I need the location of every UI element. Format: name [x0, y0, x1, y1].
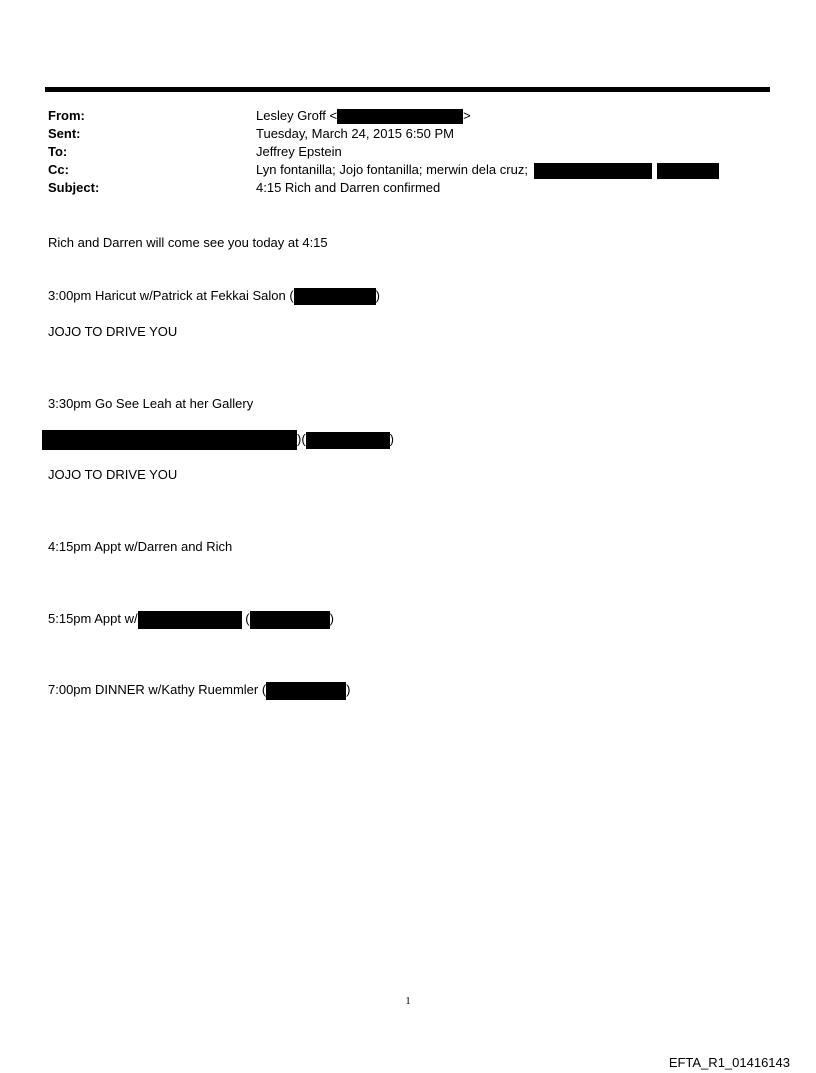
schedule-item-gallery: 3:30pm Go See Leah at her Gallery [48, 396, 254, 411]
header-rule [45, 87, 770, 92]
redaction-block [294, 288, 376, 305]
redaction-block [138, 611, 242, 629]
from-label: From: [48, 108, 85, 123]
dinner-close: ) [346, 682, 351, 697]
cc-text: Lyn fontanilla; Jojo fontanilla; merwin dela cruz; [256, 162, 528, 177]
redaction-block [657, 163, 719, 179]
intro-line: Rich and Darren will come see you today at 4:15 [48, 235, 328, 250]
schedule-item-appt-darren-rich: 4:15pm Appt w/Darren and Rich [48, 539, 233, 554]
from-name: Lesley Groff < [256, 108, 338, 123]
cc-value [256, 161, 719, 179]
from-close: > [463, 108, 471, 123]
from-value [256, 107, 471, 125]
gallery-address-close: ) [389, 431, 395, 447]
redaction-block [250, 611, 330, 629]
sent-label: Sent: [48, 126, 81, 141]
document-id: EFTA_R1_01416143 [668, 1055, 790, 1070]
gallery-address-mid: )( [297, 431, 306, 447]
appt-515-mid: ( [245, 611, 250, 626]
redaction-block [266, 682, 346, 700]
redaction-block [306, 432, 390, 449]
gallery-address-line [42, 430, 394, 450]
cc-label: Cc: [48, 162, 69, 177]
driver-note-2: JOJO TO DRIVE YOU [48, 467, 178, 482]
schedule-item-dinner [48, 681, 351, 700]
driver-note-1: JOJO TO DRIVE YOU [48, 324, 178, 339]
subject-label: Subject: [48, 180, 100, 195]
dinner-text: 7:00pm DINNER w/Kathy Ruemmler ( [48, 682, 267, 697]
sent-value: Tuesday, March 24, 2015 6:50 PM [256, 126, 454, 141]
haircut-close: ) [375, 288, 380, 303]
page-number: 1 [405, 995, 411, 1007]
to-label: To: [48, 144, 68, 159]
redaction-block [42, 430, 297, 450]
schedule-item-haircut [48, 287, 380, 305]
schedule-item-appt-515 [48, 610, 334, 629]
to-value: Jeffrey Epstein [256, 144, 342, 159]
haircut-text: 3:00pm Haricut w/Patrick at Fekkai Salon ( [48, 288, 294, 303]
appt-515-text: 5:15pm Appt w/ [48, 611, 138, 626]
subject-value: 4:15 Rich and Darren confirmed [256, 180, 441, 195]
redaction-block [534, 163, 652, 179]
redaction-block [337, 109, 463, 124]
appt-515-close: ) [329, 611, 334, 626]
